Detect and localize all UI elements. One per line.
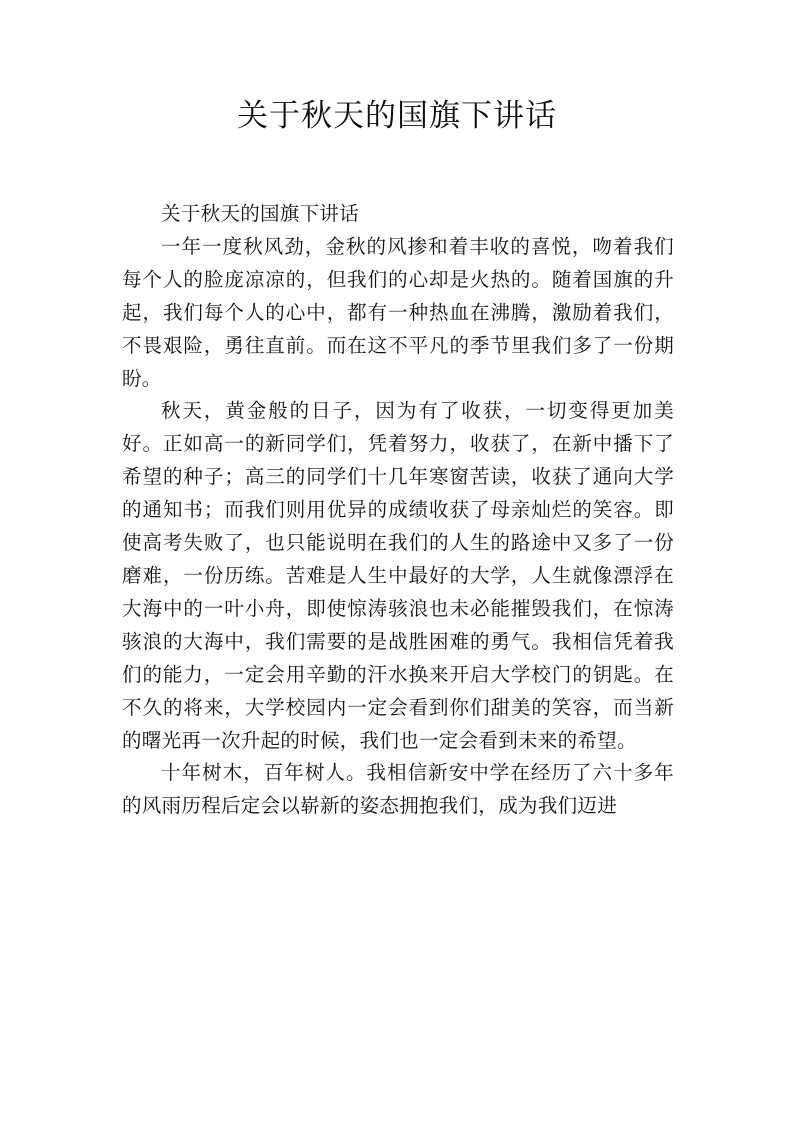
paragraph: 十年树木，百年树人。我相信新安中学在经历了六十多年的风雨历程后定会以崭新的姿态拥抱我们，成为我们迈进 bbox=[122, 761, 674, 818]
paragraph: 秋天，黄金般的日子，因为有了收获，一切变得更加美好。正如高一的新同学们，凭着努力，收获了，在新中播下了希望的种子；高三的同学们十几年寒窗苦读，收获了通向大学的通知书；而我们则用优异的成绩收获了母亲灿烂的笑容。即使高考失败了，也只能说明在我们的人生的路途中又多了一份磨难，一份历练。苦难是人生中最好的大学，人生就像漂浮在大海中的一叶小舟，即使惊涛骇浪也未必能摧毁我们，在惊涛骇浪的大海中，我们需要的是战胜困难的勇气。我相信凭着我们的能力，一定会用辛勤的汗水换来开启大学校门的钥匙。在不久的将来，大学校园内一定会看到你们甜美的笑容，而当新的曙光再一次升起的时候，我们也一定会看到未来的希望。 bbox=[122, 399, 674, 752]
paragraph: 一年一度秋风劲，金秋的风掺和着丰收的喜悦，吻着我们每个人的脸庞凉凉的，但我们的心却是火热的。随着国旗的升起，我们每个人的心中，都有一种热血在沸腾，激励着我们，不畏艰险，勇往直前。而在这不平凡的季节里我们多了一份期盼。 bbox=[122, 234, 674, 390]
paragraph-subtitle: 关于秋天的国旗下讲话 bbox=[161, 202, 360, 225]
document-title: 关于秋天的国旗下讲话 bbox=[237, 98, 557, 134]
document-body bbox=[122, 198, 674, 823]
